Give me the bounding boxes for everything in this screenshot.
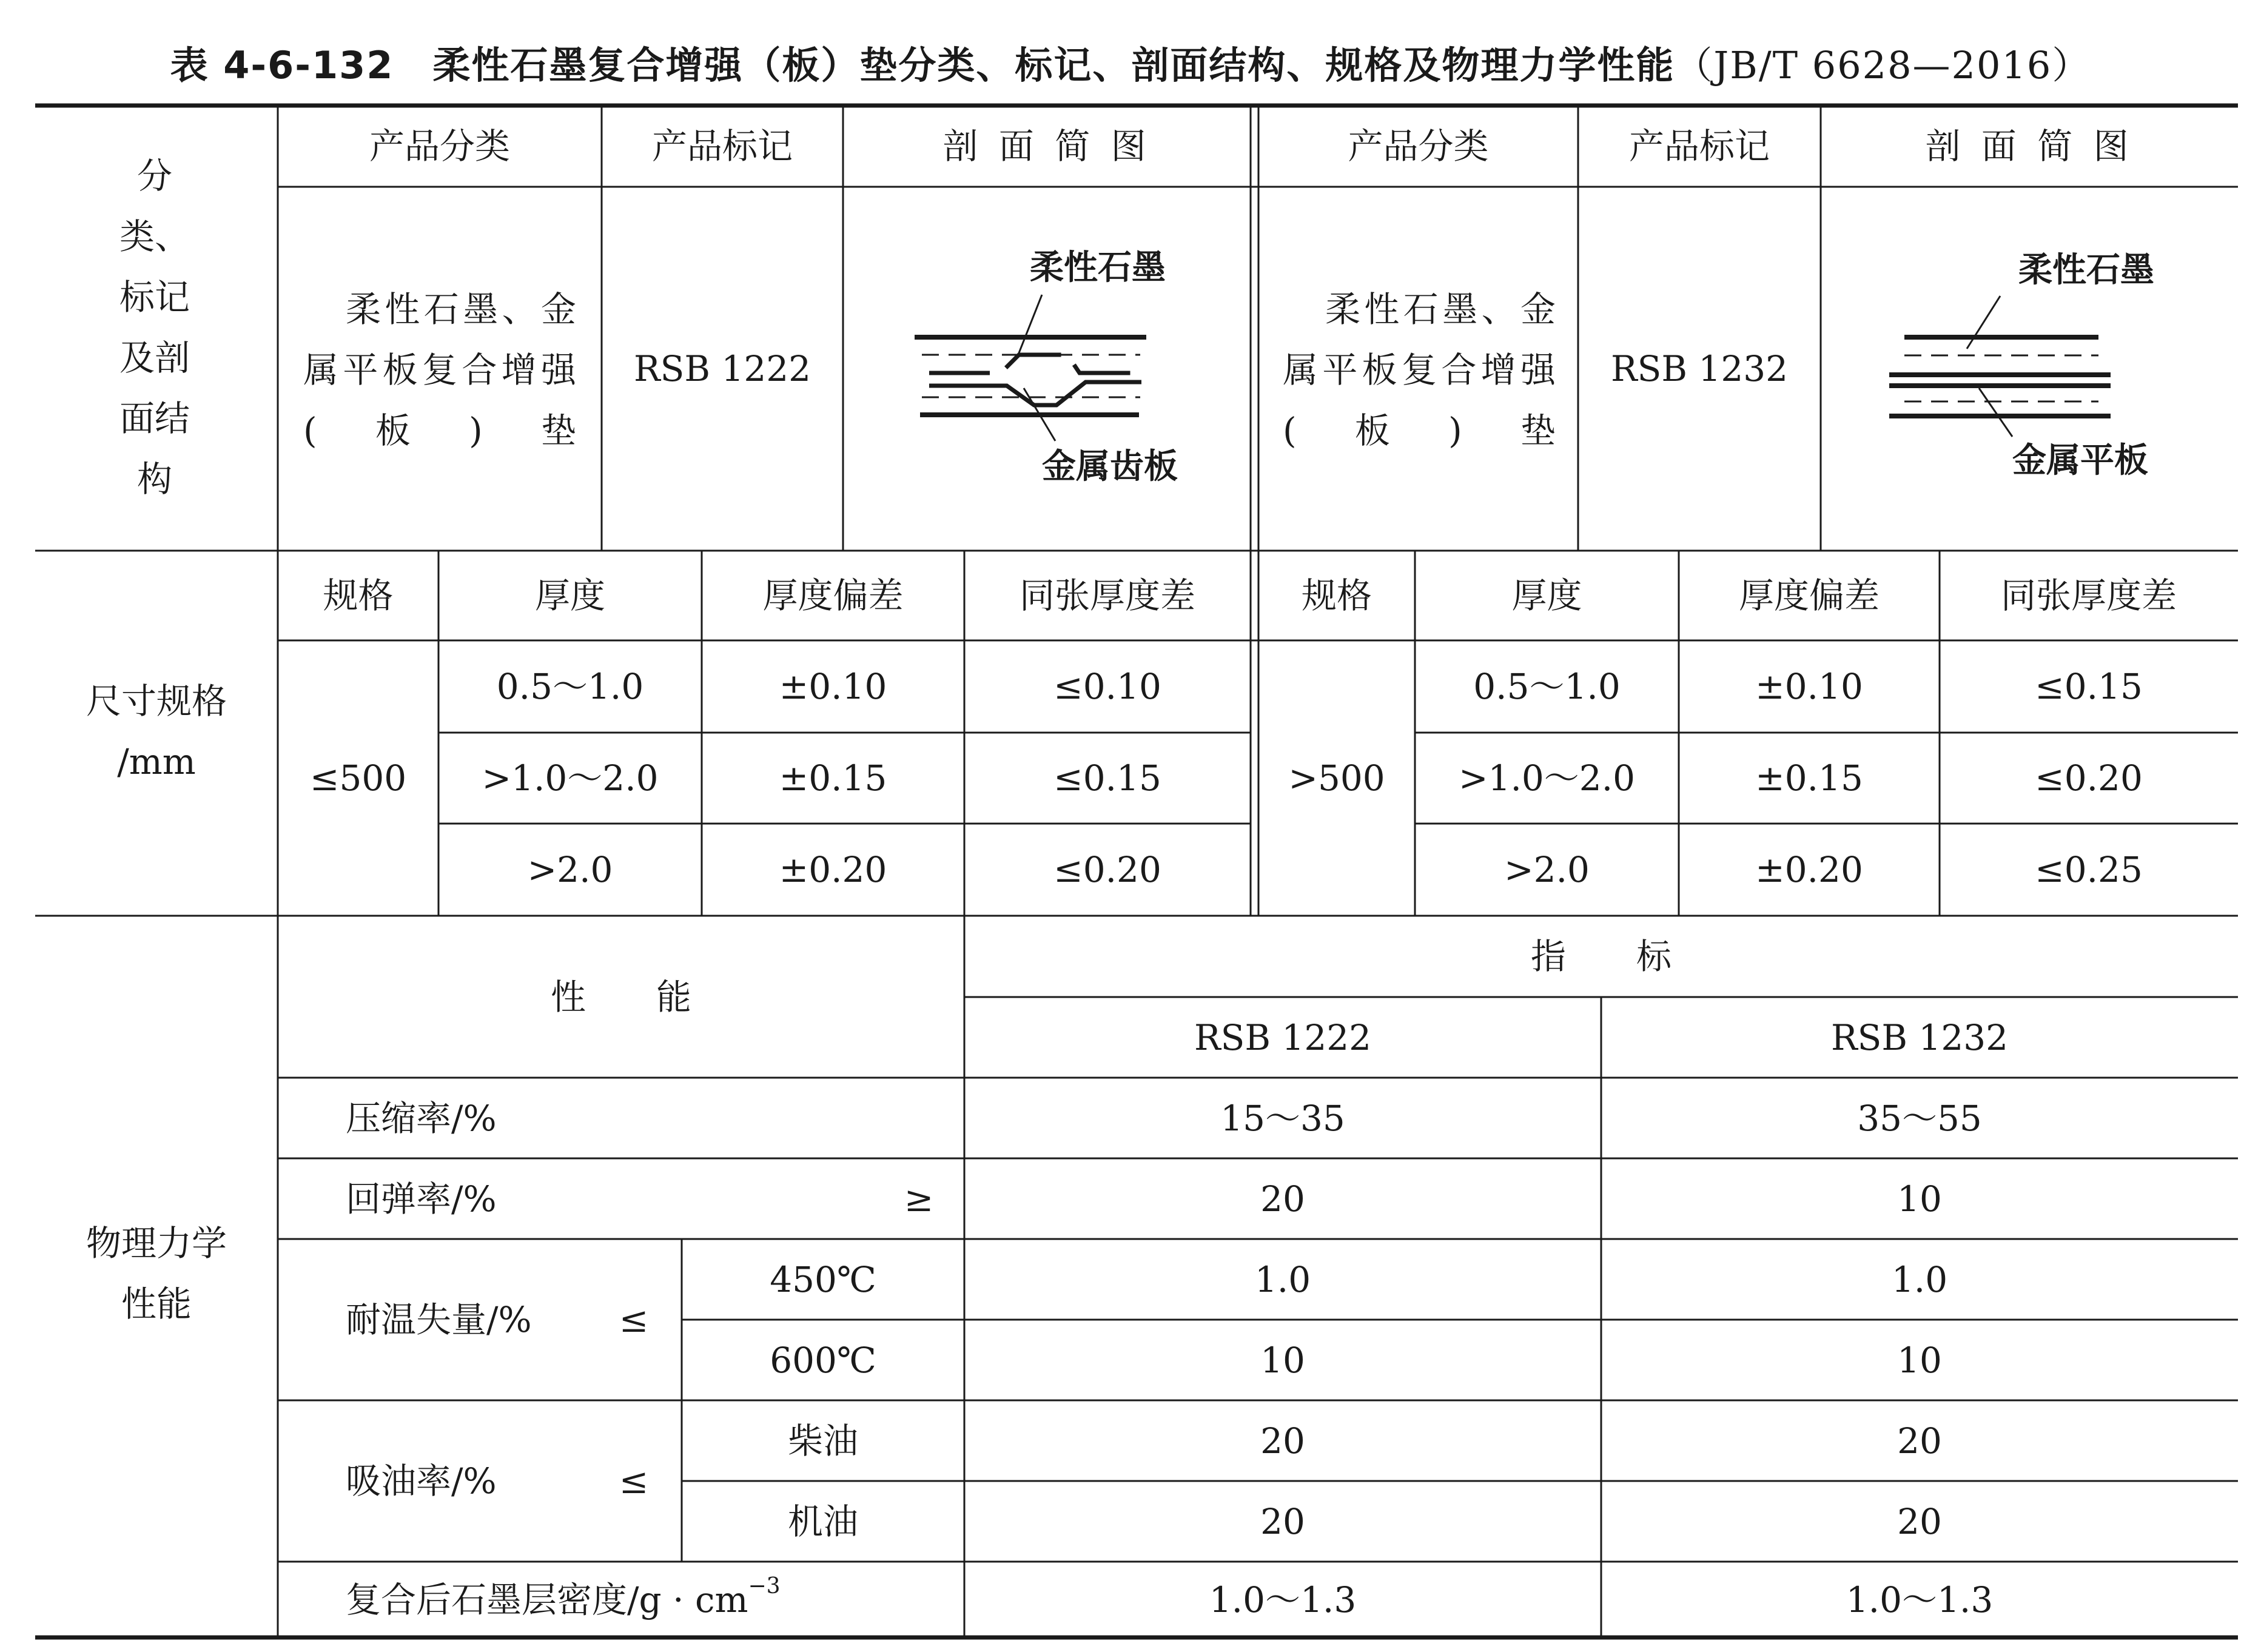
title-standard: （JB/T 6628—2016） (1675, 43, 2091, 87)
header-category-left: 产品分类 (369, 126, 510, 167)
header-property: 性 能 (550, 976, 691, 1018)
header-section-right: 剖 面 简 图 (1925, 126, 2134, 167)
diff-left-3: ≤0.20 (1053, 849, 1161, 890)
row-label-size-1: 尺寸规格 (86, 680, 227, 722)
deviation-right-3: ±0.20 (1755, 849, 1863, 890)
header-rsb1222: RSB 1222 (1194, 1016, 1372, 1058)
title-main: 表 4-6-132 柔性石墨复合增强（板）垫分类、标记、剖面结构、规格及物理力学性能 (170, 43, 1675, 87)
density-rsb1222: 1.0～1.3 (1209, 1579, 1357, 1620)
header-category-right: 产品分类 (1348, 126, 1489, 167)
deviation-left-1: ±0.10 (779, 666, 887, 707)
header-spec-left: 规格 (323, 575, 394, 616)
mark-right: RSB 1232 (1610, 348, 1789, 389)
thickness-left-2: >1.0～2.0 (482, 757, 659, 799)
heat-loss-cond-2: 600℃ (770, 1339, 876, 1381)
row-label-physical-1: 物理力学 (86, 1223, 227, 1264)
section-diagram-rsb1222 (915, 295, 1146, 441)
oil-1-rsb1222: 20 (1260, 1420, 1305, 1462)
diagram-top-label-left: 柔性石墨 (1030, 248, 1166, 287)
heat-loss-2-rsb1222: 10 (1260, 1339, 1305, 1381)
thickness-right-2: >1.0～2.0 (1458, 757, 1636, 799)
spec-left: ≤500 (309, 757, 407, 799)
diagram-bottom-label-left: 金属齿板 (1042, 447, 1178, 486)
spec-right: >500 (1288, 757, 1385, 799)
row-label-size-2: /mm (117, 741, 196, 782)
heat-loss-sign: ≤ (619, 1299, 649, 1340)
header-mark-right: 产品标记 (1628, 126, 1770, 167)
category-right: 柔性石墨、金属平板复合增强(板)垫 (1283, 289, 1556, 451)
diff-left-2: ≤0.15 (1053, 757, 1161, 799)
compression-rsb1232: 35～55 (1857, 1097, 1982, 1139)
recovery-rsb1222: 20 (1260, 1178, 1305, 1220)
diagram-top-label-right: 柔性石墨 (2018, 250, 2154, 290)
header-diff-right: 同张厚度差 (2000, 575, 2177, 616)
row-label-physical-2: 性能 (121, 1283, 192, 1325)
diagram-bottom-label-right: 金属平板 (2012, 441, 2148, 480)
label-density-exp: −3 (748, 1573, 781, 1599)
label-density-text: 复合后石墨层密度/g · cm (346, 1579, 748, 1620)
deviation-right-2: ±0.15 (1755, 757, 1863, 799)
oil-absorption-sign: ≤ (619, 1460, 649, 1502)
deviation-left-2: ±0.15 (779, 757, 887, 799)
thickness-left-3: >2.0 (527, 849, 613, 890)
mark-left: RSB 1222 (633, 348, 811, 389)
label-compression: 压缩率/% (346, 1097, 497, 1139)
header-rsb1232: RSB 1232 (1830, 1016, 2009, 1058)
label-oil-absorption: 吸油率/% (346, 1460, 497, 1502)
header-thickness-right: 厚度 (1511, 575, 1582, 616)
header-section-left: 剖 面 简 图 (942, 126, 1151, 167)
section-diagram-rsb1232 (1889, 296, 2111, 437)
label-recovery: 回弹率/% (346, 1178, 497, 1220)
header-mark-left: 产品标记 (651, 126, 793, 167)
diff-right-3: ≤0.25 (2035, 849, 2143, 890)
header-diff-left: 同张厚度差 (1019, 575, 1195, 616)
heat-loss-cond-1: 450℃ (770, 1258, 876, 1300)
header-deviation-left: 厚度偏差 (762, 575, 904, 616)
oil-1-rsb1232: 20 (1897, 1420, 1942, 1462)
recovery-rsb1232: 10 (1897, 1178, 1942, 1220)
oil-cond-1: 柴油 (787, 1420, 858, 1462)
label-heat-loss: 耐温失量/% (346, 1299, 532, 1340)
label-density (346, 1562, 952, 1637)
compression-rsb1222: 15～35 (1220, 1097, 1345, 1139)
density-rsb1232: 1.0～1.3 (1846, 1579, 1994, 1620)
thickness-left-1: 0.5～1.0 (496, 666, 644, 707)
oil-cond-2: 机油 (787, 1500, 858, 1542)
diff-right-1: ≤0.15 (2035, 666, 2143, 707)
thickness-right-1: 0.5～1.0 (1473, 666, 1621, 707)
thickness-right-3: >2.0 (1504, 849, 1590, 890)
deviation-left-3: ±0.20 (779, 849, 887, 890)
header-deviation-right: 厚度偏差 (1738, 575, 1880, 616)
heat-loss-1-rsb1232: 1.0 (1891, 1258, 1948, 1300)
heat-loss-2-rsb1232: 10 (1897, 1339, 1942, 1381)
row-label-classification: 分类、标记及剖面结构 (119, 155, 190, 500)
deviation-right-1: ±0.10 (1755, 666, 1863, 707)
header-index: 指 标 (1530, 936, 1671, 977)
header-thickness-left: 厚度 (534, 575, 605, 616)
category-left: 柔性石墨、金属平板复合增强(板)垫 (303, 289, 576, 451)
diff-left-1: ≤0.10 (1053, 666, 1161, 707)
recovery-sign: ≥ (904, 1178, 934, 1220)
oil-2-rsb1222: 20 (1260, 1500, 1305, 1542)
oil-2-rsb1232: 20 (1897, 1500, 1942, 1542)
heat-loss-1-rsb1222: 1.0 (1254, 1258, 1311, 1300)
header-spec-right: 规格 (1301, 575, 1372, 616)
diff-right-2: ≤0.20 (2035, 757, 2143, 799)
